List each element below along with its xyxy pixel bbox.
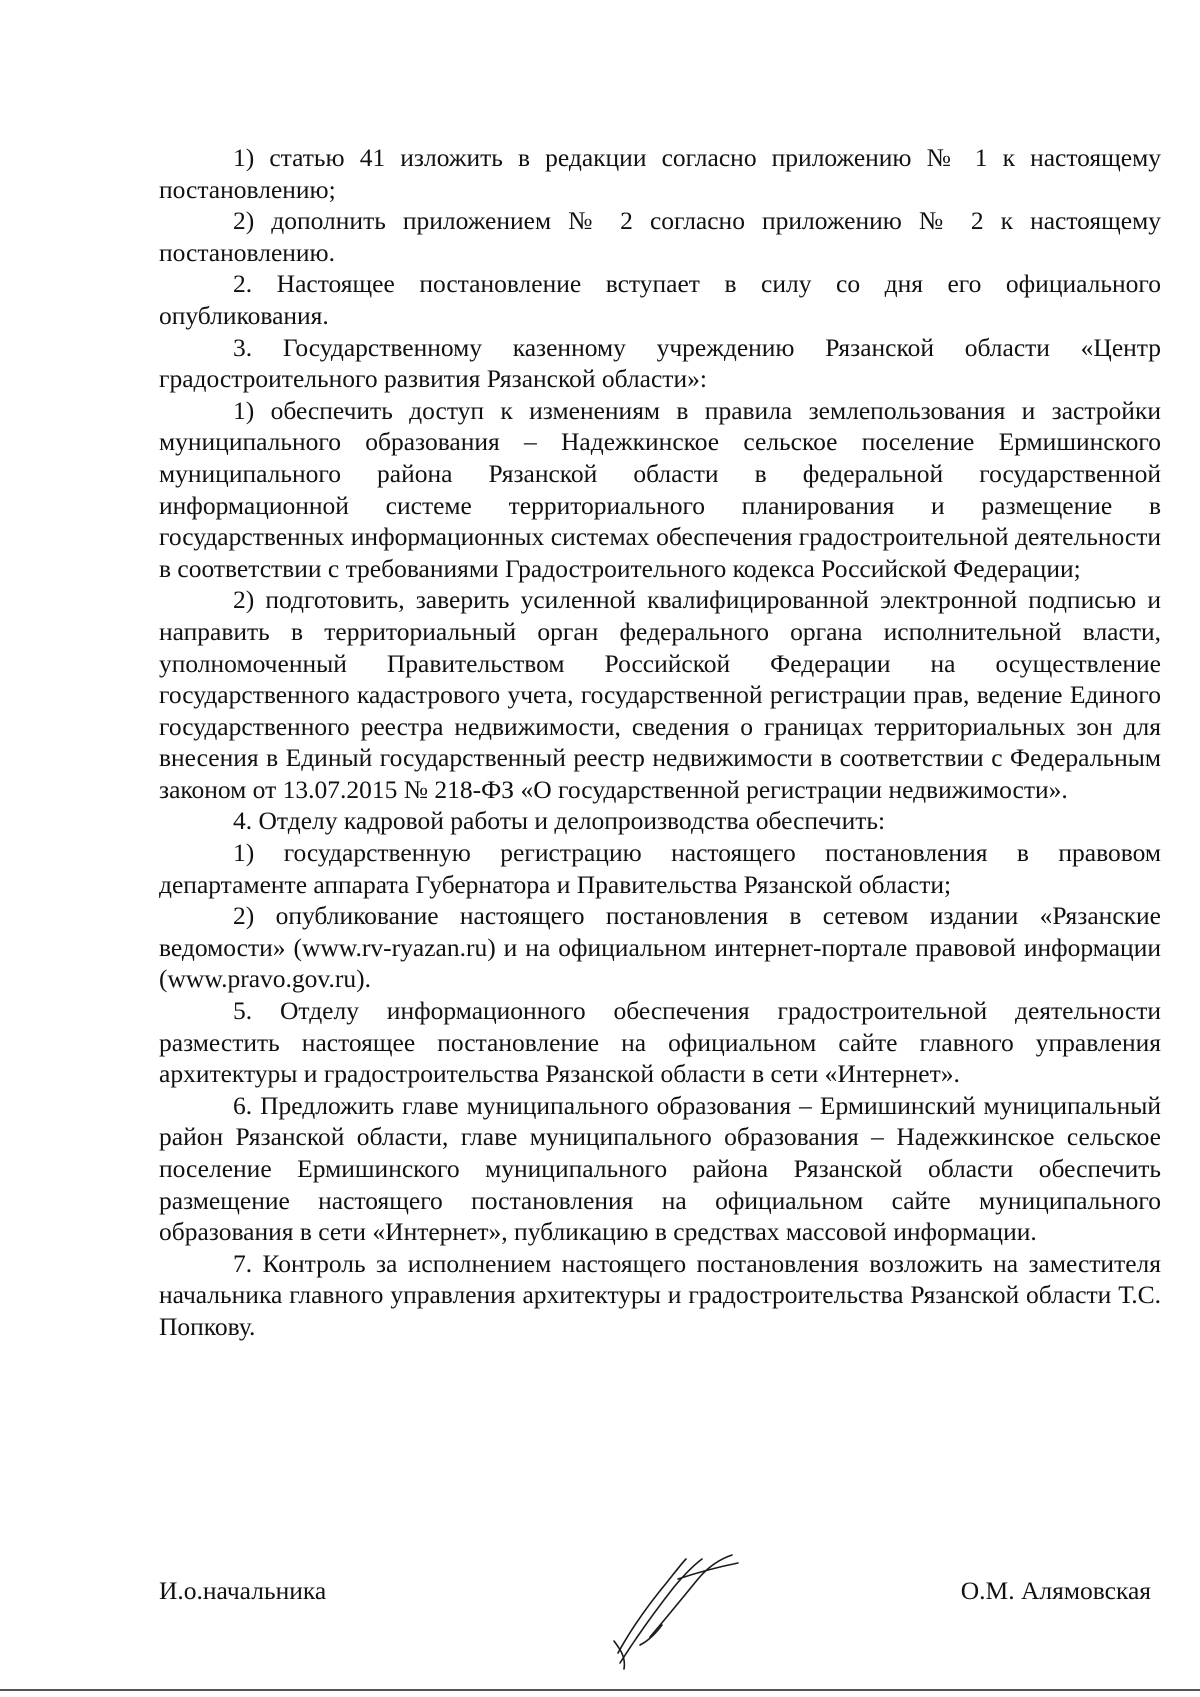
paragraph-clause-4-department: 4. Отделу кадровой работы и делопроизводства обеспечить: [233, 806, 886, 836]
document-body [159, 142, 1161, 1343]
paragraph-item-2-appendix-2: 2) дополнить приложением № 2 согласно приложению № 2 к настоящему постановлению. [159, 206, 1161, 267]
paragraph-clause-2-effective: 2. Настоящее постановление вступает в силу со дня его официального опубликования. [159, 269, 1161, 330]
bottom-divider [0, 1689, 1200, 1691]
paragraph-clause-3-institution: 3. Государственному казенному учреждению Рязанской области «Центр градостроительного развития Рязанской области»: [159, 332, 1161, 394]
paragraph-clause-5: 5. Отделу информационного обеспечения градостроительной деятельности разместить настоящее постановление на официальном сайте главного управления архитектуры и градостроительства Рязанской области в сети «Интернет». [159, 996, 1161, 1089]
handwritten-signature [590, 1545, 740, 1675]
paragraph-clause-3-item-1: 1) обеспечить доступ к изменениям в правила землепользования и застройки муниципального образования – Надежкинское сельское поселение Ермишинского муниципального района Рязанской области в федеральной государственной информационной системе территориального планирования и размещение в государственных информационных системах обеспечения градостроительной деятельности в соответствии с требованиями Градостроительного кодекса Российской Федерации; [159, 395, 1161, 583]
signatory-position: И.о.начальника [159, 1576, 327, 1605]
paragraph-clause-6: 6. Предложить главе муниципального образования – Ермишинский муниципальный район Рязанской области, главе муниципального образования – Надежкинское сельское поселение Ермишинского муниципального района Рязанской области обеспечить размещение настоящего постановления на официальном сайте муниципального образования в сети «Интернет», публикацию в средствах массовой информации. [159, 1090, 1161, 1247]
paragraph-clause-4-item-2: 2) опубликование настоящего постановления в сетевом издании «Рязанские ведомости» (www.rv-ryazan.ru) и на официальном интернет-портале правовой информации (www.pravo.gov.ru). [159, 901, 1161, 994]
paragraph-clause-7: 7. Контроль за исполнением настоящего постановления возложить на заместителя начальника главного управления архитектуры и градостроительства Рязанской области Т.С. Попкову. [159, 1248, 1161, 1341]
signatory-name: О.М. Алямовская [960, 1576, 1151, 1605]
paragraph-clause-4-item-1: 1) государственную регистрацию настоящего постановления в правовом департаменте аппарата Губернатора и Правительства Рязанской области; [159, 838, 1161, 899]
paragraph-item-1-article-41: 1) статью 41 изложить в редакции согласно приложению № 1 к настоящему постановлению; [159, 143, 1161, 204]
paragraph-clause-3-item-2: 2) подготовить, заверить усиленной квалифицированной электронной подписью и направить в территориальный орган федерального органа исполнительной власти, уполномоченный Правительством Российской Федерации на осуществление государственного кадастрового учета, государственной регистрации прав, ведение Единого государственного реестра недвижимости, сведения о границах территориальных зон для внесения в Единый государственный реестр недвижимости в соответствии с Федеральным законом от 13.07.2015 № 218-ФЗ «О государственной регистрации недвижимости». [159, 585, 1161, 804]
